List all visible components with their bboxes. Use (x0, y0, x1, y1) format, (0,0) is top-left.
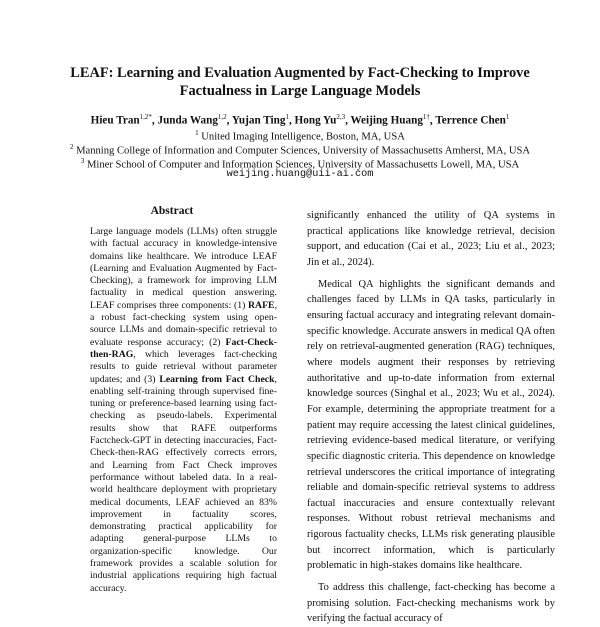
body-paragraph: Medical QA highlights the significant demands and challenges faced by LLMs in QA tasks, particularly in ensuring factual accuracy and integrating relevant domain-specific knowledge. Accurate answers in medical QA often rely on retrieval-augmented generation (RAG) techniques, where models augment their responses by retrieving authoritative and up-to-date information from external knowledge sources (Singhal et al., 2023; Wu et al., 2024). For example, determining the appropriate treatment for a patient may require accessing the latest clinical guidelines, retrieving evidence-based medical literature, or verifying specific diagnostic criteria. This dependence on knowledge retrieval underscores the critical importance of integrating reliable and domain-specific retrieval systems to address factual inaccuracies and ensure contextually relevant responses. Without robust retrieval mechanisms and rigorous factuality checks, LLMs risk generating plausible but incorrect information, which is particularly problematic in high-stakes domains like healthcare. (307, 278, 555, 572)
paper-title: LEAF: Learning and Evaluation Augmented by Fact-Checking to Improve Factualness in Large Language Models (70, 65, 530, 99)
contact-email[interactable]: weijing.huang@uii-ai.com (226, 169, 374, 180)
author-name: Junda Wang (157, 114, 218, 127)
author-name: Hieu Tran (90, 114, 140, 127)
abstract-bold-term: Learning from Fact Check (159, 373, 275, 385)
affiliation-text: Manning College of Information and Computer Sciences, University of Massachusetts Amherst, MA, USA (76, 145, 531, 157)
author-affiliation-marker: 1 (285, 113, 289, 121)
abstract-bold-term: Fact-Check-then-RAG (90, 336, 277, 360)
abstract-text: , enabling self-training through supervised fine-tuning or preference-based learning using fact-checking as pseudo-labels. Experimental results show that RAFE outperforms Factcheck-GPT in detecting inaccuracies, Fact-Check-then-RAG effectively corrects errors, and Learning from Fact Check improves performance without labeled data. In a real-world healthcare deployment with proprietary medical documents, LEAF achieved an 83% improvement in factuality scores, demonstrating practical applicability for adapting general-purpose LLMs to organization-specific knowledge. Our framework provides a scalable solution for industrial applications requiring high factual accuracy. (90, 373, 277, 594)
affiliation-marker: 1 (195, 129, 199, 137)
author-name: Yujan Ting (231, 114, 286, 127)
abstract-heading: Abstract (150, 205, 194, 217)
author-affiliation-marker: 2,3 (336, 113, 346, 121)
abstract-bold-term: RAFE (248, 299, 275, 311)
affiliation-text: United Imaging Intelligence, Boston, MA, USA (201, 131, 405, 143)
affiliation-marker: 2 (69, 143, 74, 151)
affiliation-marker: 3 (80, 157, 85, 165)
affiliation-text: Miner School of Computer and Information Sciences, University of Massachusetts Lowell, MA, USA (86, 159, 520, 171)
body-paragraph: significantly enhanced the utility of QA systems in practical applications like knowledge retrieval, decision support, and education (Cai et al., 2023; Liu et al., 2023; Jin et al., 2024). (307, 210, 555, 268)
author-affiliation-marker: 1† (422, 113, 430, 121)
abstract-text: , which leverages fact-checking results to guide retrieval without parameter updates; and (3) (90, 348, 277, 385)
author-name: Hong Yu (294, 114, 337, 127)
body-paragraph: To address this challenge, fact-checking has become a promising solution. Fact-checking mechanisms work by verifying the factual accuracy of (307, 582, 555, 625)
author-affiliation-marker: 1,2* (139, 113, 152, 121)
body-column (307, 208, 555, 627)
author-list: Hieu Tran$^{1,2*}$, Junda Wang$^{1,2}$, Yujan Ting$^1$, Hong Yu$^{2,3}$, Weijing Huang$^{1\dagger}$, Terrence Chen$^1$ (90, 113, 510, 127)
abstract-text: Large language models (LLMs) often struggle with factual accuracy in knowledge-intensive domains like healthcare. We introduce LEAF (Learning and Evaluation Augmented by Fact-Checking), a framework for improving LLM factuality in medical question answering. LEAF comprises three components: (1) (90, 226, 277, 311)
abstract-body (90, 226, 277, 595)
author-affiliation-marker: 1 (505, 113, 510, 121)
author-name: Weijing Huang (350, 114, 423, 127)
author-name: Terrence Chen (435, 114, 506, 127)
author-affiliation-marker: 1,2 (217, 113, 227, 121)
abstract-text: , a robust fact-checking system using open-source LLMs and domain-specific retrieval to evaluate response accuracy; (2) (90, 299, 277, 348)
